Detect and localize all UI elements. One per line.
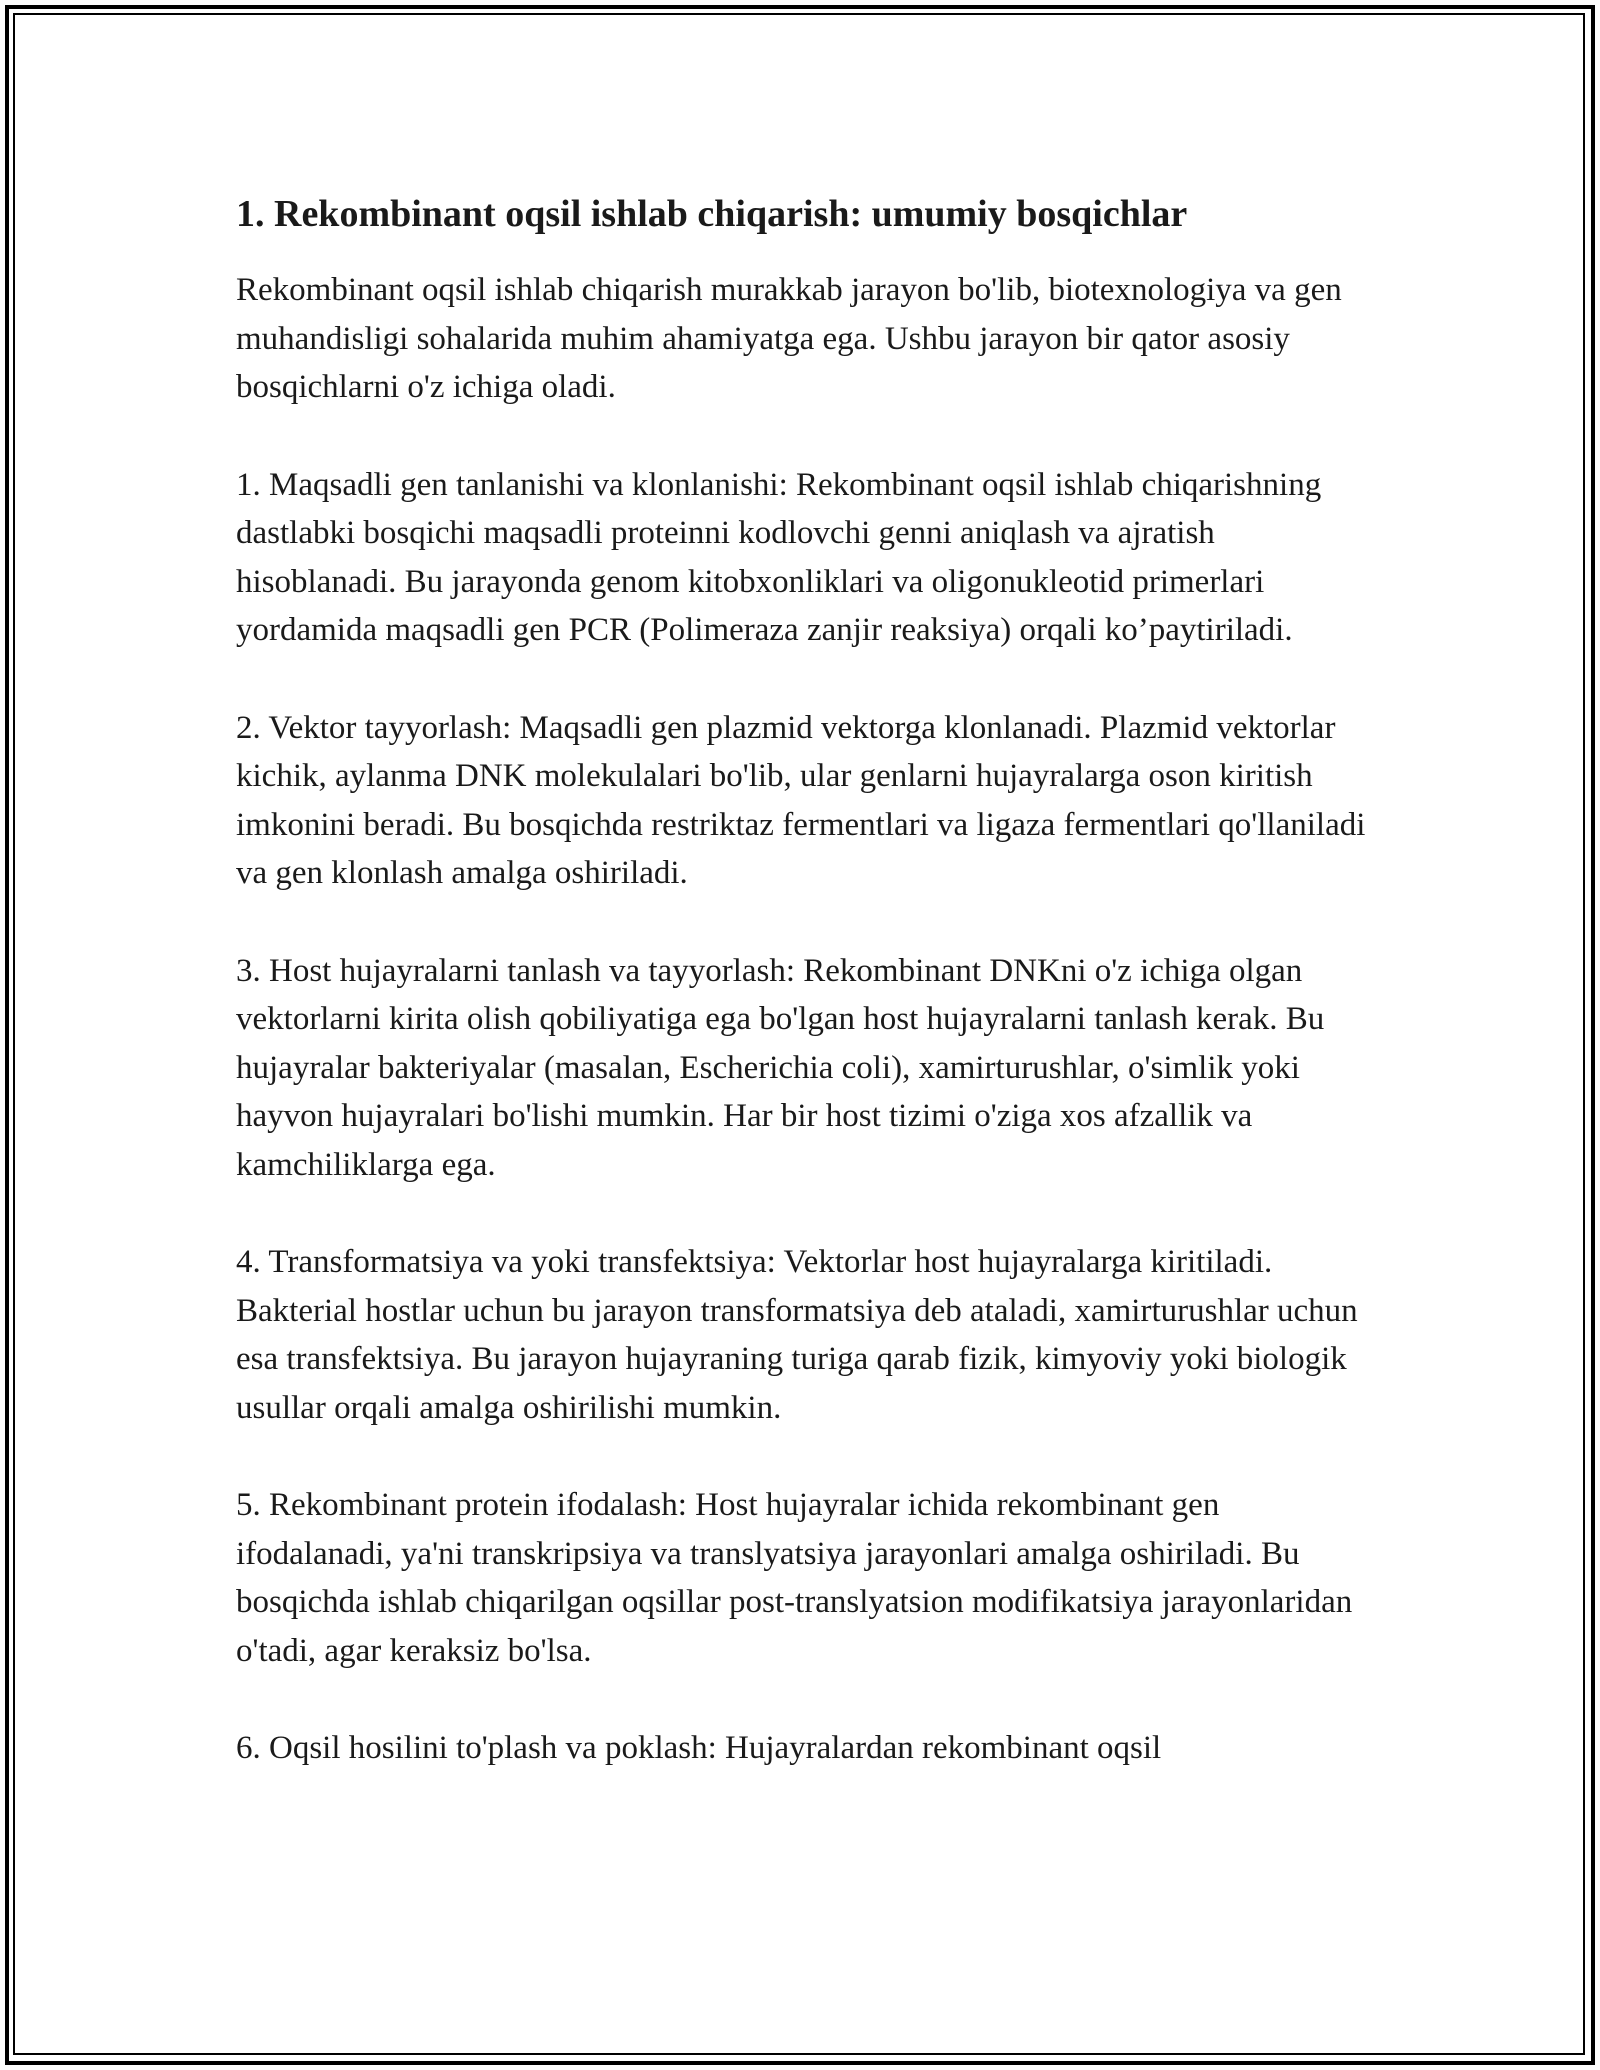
step-5-paragraph: 5. Rekombinant protein ifodalash: Host hujayralar ichida rekombinant gen ifodalanadi, ya'ni transkripsiya va translyatsiya jarayonlari amalga oshiriladi. Bu bosqichda ishlab chiqarilgan oqsillar post-translyatsion modifikatsiya jarayonlaridan o'tadi, agar keraksiz bo'lsa. bbox=[236, 1487, 1353, 1669]
step-2-paragraph: 2. Vektor tayyorlash: Maqsadli gen plazmid vektorga klonlanadi. Plazmid vektorlar kichik, aylanma DNK molekulalari bo'lib, ular genlarni hujayralarga oson kiritish imkonini beradi. Bu bosqichda restriktaz fermentlari va ligaza fermentlari qo'llaniladi va gen klonlash amalga oshiriladi. bbox=[236, 709, 1366, 891]
intro-paragraph: Rekombinant oqsil ishlab chiqarish murakkab jarayon bo'lib, biotexnologiya va gen muhandisligi sohalarida muhim ahamiyatga ega. Ushbu jarayon bir qator asosiy bosqichlarni o'z ichiga oladi. bbox=[236, 272, 1342, 405]
document-body bbox=[236, 186, 1376, 1822]
step-1-paragraph: 1. Maqsadli gen tanlanishi va klonlanishi: Rekombinant oqsil ishlab chiqarishning dastlabki bosqichi maqsadli proteinni kodlovchi genni aniqlash va ajratish hisoblanadi. Bu jarayonda genom kitobxonliklari va oligonukleotid primerlari yordamida maqsadli gen PCR (Polimeraza zanjir reaksiya) orqali ko’paytiriladi. bbox=[236, 466, 1322, 648]
step-4-paragraph: 4. Transformatsiya va yoki transfektsiya: Vektorlar host hujayralarga kiritiladi. Bakterial hostlar uchun bu jarayon transformatsiya deb ataladi, xamirturushlar uchun esa transfektsiya. Bu jarayon hujayraning turiga qarab fizik, kimyoviy yoki biologik usullar orqali amalga oshirilishi mumkin. bbox=[236, 1244, 1358, 1426]
step-3-paragraph: 3. Host hujayralarni tanlash va tayyorlash: Rekombinant DNKni o'z ichiga olgan vektorlarni kirita olish qobiliyatiga ega bo'lgan host hujayralarni tanlash kerak. Bu hujayralar bakteriyalar (masalan, Escherichia coli), xamirturushlar, o'simlik yoki hayvon hujayralari bo'lishi mumkin. Har bir host tizimi o'ziga xos afzallik va kamchiliklarga ega. bbox=[236, 952, 1325, 1183]
document-heading: 1. Rekombinant oqsil ishlab chiqarish: umumiy bosqichlar bbox=[236, 193, 1188, 235]
step-6-paragraph: 6. Oqsil hosilini to'plash va poklash: Hujayralardan rekombinant oqsil bbox=[236, 1730, 1162, 1766]
